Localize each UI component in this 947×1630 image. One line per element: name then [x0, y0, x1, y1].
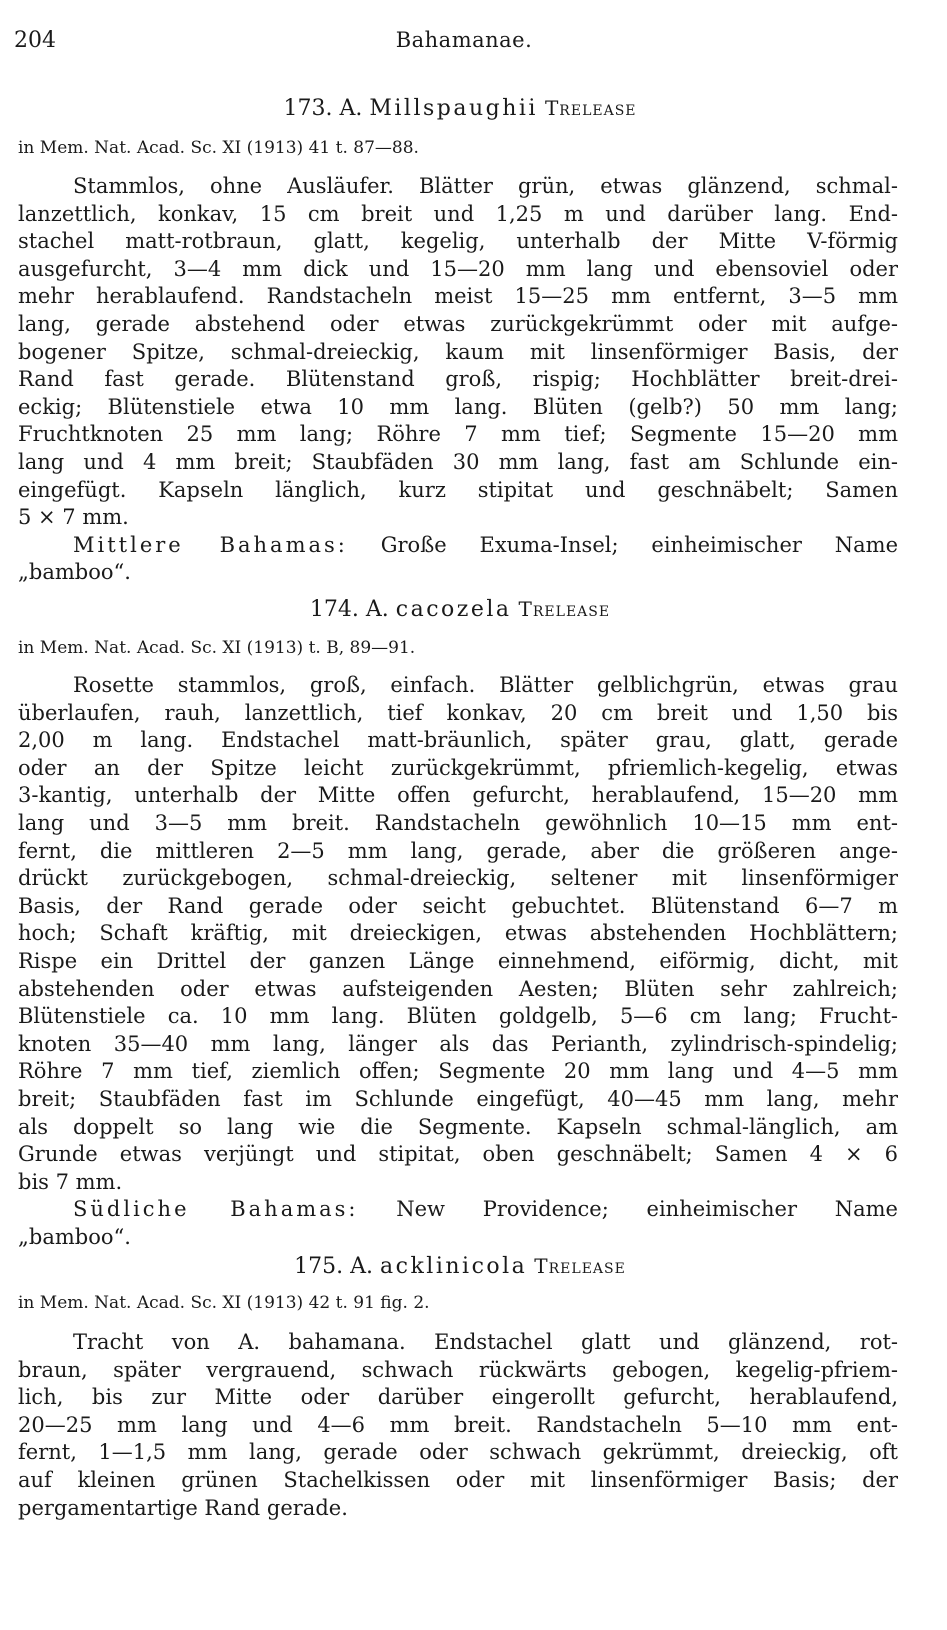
text-line: Rosette stammlos, groß, einfach. Blätter gelblichgrün, etwas grau: [73, 673, 898, 697]
entry-description-174: [18, 672, 898, 1251]
entry-heading-174: [20, 597, 900, 622]
distribution-text: New Providence; einheimischer Name: [396, 1197, 898, 1222]
text-line: breit; Staubfäden fast im Schlunde eingefügt, 40—45 mm lang, mehr: [18, 1086, 898, 1111]
entry-number: 175.: [294, 1254, 344, 1279]
text-line: knoten 35—40 mm lang, länger als das Perianth, zylindrisch-spindelig;: [18, 1031, 898, 1056]
entry-citation-175: in Mem. Nat. Acad. Sc. XI (1913) 42 t. 91 fig. 2.: [18, 1293, 430, 1313]
text-line: bis 7 mm.: [18, 1169, 123, 1194]
text-line: oder an der Spitze leicht zurückgekrümmt, pfriemlich-kegelig, etwas: [18, 755, 898, 780]
text-line: als doppelt so lang wie die Segmente. Kapseln schmal-länglich, am: [18, 1114, 898, 1139]
entry-genus: A.: [365, 597, 389, 622]
distribution-line: [18, 1196, 898, 1224]
distribution-line: [18, 532, 898, 560]
distribution-region: Südliche Bahamas:: [73, 1197, 359, 1222]
text-line: ausgefurcht, 3—4 mm dick und 15—20 mm lang und ebensoviel oder: [18, 256, 898, 281]
text-line: lang und 4 mm breit; Staubfäden 30 mm lang, fast am Schlunde ein-: [18, 449, 898, 474]
text-line: lang, gerade abstehend oder etwas zurückgekrümmt oder mit aufge-: [18, 311, 898, 336]
text-line: stachel matt-rotbraun, glatt, kegelig, unterhalb der Mitte V-förmig: [18, 229, 898, 254]
entry-citation-173: in Mem. Nat. Acad. Sc. XI (1913) 41 t. 87—88.: [18, 138, 419, 158]
entry-number: 174.: [309, 597, 359, 622]
text-line: 5 × 7 mm.: [18, 505, 129, 530]
distribution-line: „bamboo“.: [18, 560, 131, 585]
text-line: hoch; Schaft kräftig, mit dreieckigen, etwas abstehenden Hochblättern;: [18, 921, 898, 946]
entry-author: Trelease: [534, 1254, 626, 1278]
text-line: lich, bis zur Mitte oder darüber eingerollt gefurcht, herablaufend,: [18, 1385, 898, 1410]
text-line: Blütenstiele ca. 10 mm lang. Blüten goldgelb, 5—6 cm lang; Frucht-: [18, 1004, 898, 1029]
text-line: 3-kantig, unterhalb der Mitte offen gefurcht, herablaufend, 15—20 mm: [18, 783, 898, 808]
text-line: Röhre 7 mm tief, ziemlich offen; Segmente 20 mm lang und 4—5 mm: [18, 1059, 898, 1084]
entry-number: 173.: [283, 96, 333, 121]
page-number: 204: [14, 28, 56, 53]
entry-species: Millspaughii: [369, 96, 538, 121]
text-line: auf kleinen grünen Stachelkissen oder mit linsenförmiger Basis; der: [18, 1467, 898, 1492]
text-line: Rand fast gerade. Blütenstand groß, rispig; Hochblätter breit-drei-: [18, 367, 898, 392]
text-line: lanzettlich, konkav, 15 cm breit und 1,25 m und darüber lang. End-: [18, 201, 898, 226]
text-line: bogener Spitze, schmal-dreieckig, kaum mit linsenförmiger Basis, der: [18, 339, 898, 364]
text-line: Stammlos, ohne Ausläufer. Blätter grün, etwas glänzend, schmal-: [73, 174, 898, 198]
entry-genus: A.: [339, 96, 363, 121]
text-line: drückt zurückgebogen, schmal-dreieckig, seltener mit linsenförmiger: [18, 866, 898, 891]
text-line: Fruchtknoten 25 mm lang; Röhre 7 mm tief; Segmente 15—20 mm: [18, 422, 898, 447]
distribution-region: Mittlere Bahamas:: [73, 532, 348, 557]
text-line: fernt, die mittleren 2—5 mm lang, gerade, aber die größeren ange-: [18, 838, 898, 863]
text-line: Basis, der Rand gerade oder seicht gebuchtet. Blütenstand 6—7 m: [18, 893, 898, 918]
entry-genus: A.: [350, 1254, 374, 1279]
text-line: Rispe ein Drittel der ganzen Länge einnehmend, eiförmig, dicht, mit: [18, 948, 898, 973]
text-line: lang und 3—5 mm breit. Randstacheln gewöhnlich 10—15 mm ent-: [18, 810, 898, 835]
text-line: abstehenden oder etwas aufsteigenden Aesten; Blüten sehr zahlreich;: [18, 976, 898, 1001]
text-line: Grunde etwas verjüngt und stipitat, oben geschnäbelt; Samen 4 × 6: [18, 1142, 898, 1167]
distribution-text: Große Exuma-Insel; einheimischer Name: [380, 532, 898, 557]
entry-description-173: [18, 173, 898, 587]
text-line: eckig; Blütenstiele etwa 10 mm lang. Blüten (gelb?) 50 mm lang;: [18, 394, 898, 419]
entry-author: Trelease: [544, 96, 637, 120]
text-line: pergamentartige Rand gerade.: [18, 1495, 348, 1520]
text-line: eingefügt. Kapseln länglich, kurz stipitat und geschnäbelt; Samen: [18, 477, 898, 502]
text-line: braun, später vergrauend, schwach rückwärts gebogen, kegelig-pfriem-: [18, 1357, 898, 1382]
distribution-line: „bamboo“.: [18, 1224, 131, 1249]
entry-species: acklinicola: [380, 1254, 528, 1279]
entry-author: Trelease: [518, 597, 611, 621]
entry-species: cacozela: [395, 597, 512, 622]
text-line: überlaufen, rauh, lanzettlich, tief konkav, 20 cm breit und 1,50 bis: [18, 700, 898, 725]
entry-description-175: [18, 1329, 898, 1522]
entry-heading-173: [20, 96, 900, 121]
entry-citation-174: in Mem. Nat. Acad. Sc. XI (1913) t. B, 89—91.: [18, 638, 416, 658]
text-line: fernt, 1—1,5 mm lang, gerade oder schwach gekrümmt, dreieckig, oft: [18, 1440, 898, 1465]
running-head: [14, 28, 914, 58]
entry-heading-175: [20, 1254, 900, 1279]
text-line: 2,00 m lang. Endstachel matt-bräunlich, später grau, glatt, gerade: [18, 728, 898, 753]
text-line: Tracht von A. bahamana. Endstachel glatt und glänzend, rot-: [73, 1330, 898, 1354]
running-title: Bahamanae.: [395, 28, 533, 52]
text-line: 20—25 mm lang und 4—6 mm breit. Randstacheln 5—10 mm ent-: [18, 1412, 898, 1437]
text-line: mehr herablaufend. Randstacheln meist 15—25 mm entfernt, 3—5 mm: [18, 284, 898, 309]
